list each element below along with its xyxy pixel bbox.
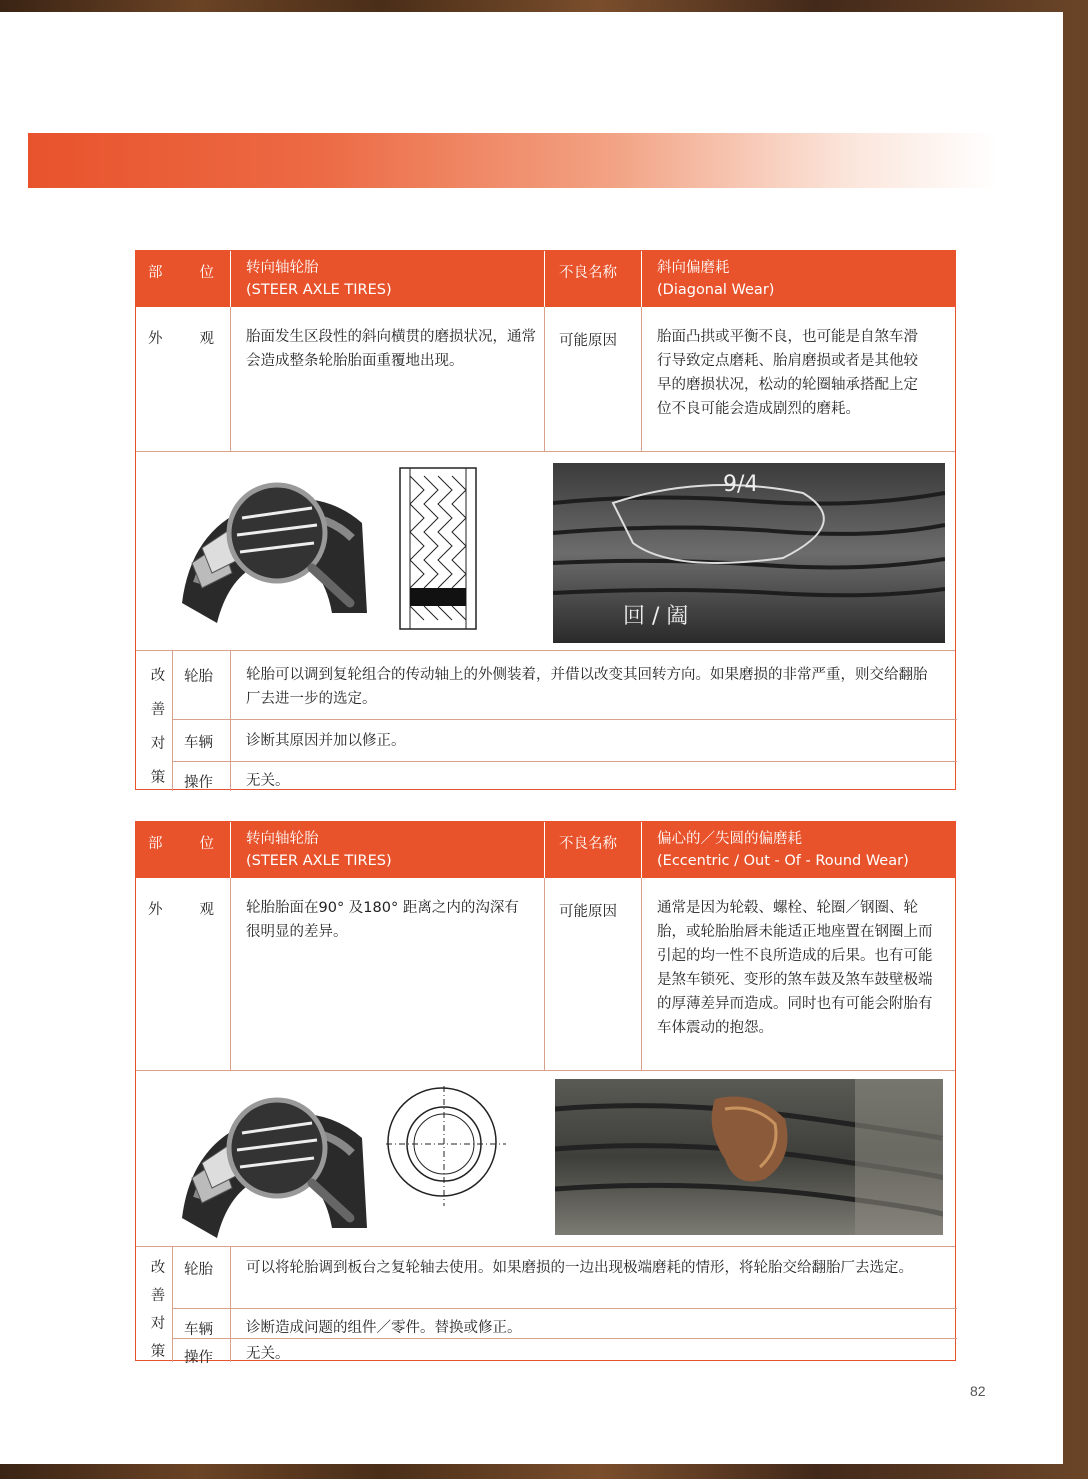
appearance-label: 外 观 — [148, 902, 214, 918]
cause-text: 通常是因为轮毂、螺栓、轮圈／钢圈、轮胎，或轮胎胎唇未能适正地座置在钢圈上而引起的均一性不良所造成的后果。也有可能是煞车锁死、变形的煞车鼓及煞车鼓壁极端的厚薄差异而造成。同时也有可能会附胎有车体震动的抱怨。 — [657, 900, 933, 1036]
page-number: 82 — [970, 1383, 986, 1399]
diagnosis-card-eccentric-wear — [135, 821, 956, 1366]
eccentric-wear-photo — [555, 1079, 943, 1235]
tire-cutaway-illustration — [172, 1078, 382, 1248]
tire-cutaway-illustration — [172, 463, 382, 633]
part-value: 转向轴轮胎 (STEER AXLE TIRES) — [246, 260, 392, 298]
defect-name: 斜向偏磨耗 (Diagonal Wear) — [657, 260, 775, 298]
defect-label: 不良名称 — [559, 265, 617, 281]
cause-label: 可能原因 — [559, 333, 617, 349]
measure-vehicle-text: 诊断其原因并加以修正。 — [246, 733, 406, 749]
card-header — [136, 822, 955, 878]
appearance-text: 轮胎胎面在90° 及180° 距离之内的沟深有很明显的差异。 — [246, 900, 519, 940]
diagonal-wear-photo — [553, 463, 945, 643]
appearance-label: 外 观 — [148, 331, 214, 347]
measure-tire-text: 轮胎可以调到复轮组合的传动轴上的外侧装着，并借以改变其回转方向。如果磨损的非常严重，则交给翻胎厂去进一步的选定。 — [246, 667, 928, 707]
part-label: 部 位 — [148, 836, 214, 852]
defect-label: 不良名称 — [559, 836, 617, 852]
photo-mark-top: 9/4 — [723, 472, 759, 497]
photo-mark-bottom: 回 / 阖 — [623, 604, 689, 629]
eccentric-circle-diagram — [384, 1084, 509, 1209]
measure-tire-text: 可以将轮胎调到板台之复轮轴去使用。如果磨损的一边出现极端磨耗的情形，将轮胎交给翻胎厂去选定。 — [246, 1260, 913, 1276]
measure-operation-text: 无关。 — [246, 1346, 290, 1362]
defect-name: 偏心的／失圆的偏磨耗 (Eccentric / Out - Of - Round Wear) — [657, 831, 909, 869]
diagnosis-card-diagonal-wear — [135, 250, 956, 790]
diagonal-tread-pattern-diagram — [398, 466, 478, 631]
measure-vehicle-label: 车辆 — [184, 1322, 213, 1338]
measure-vehicle-label: 车辆 — [184, 735, 213, 751]
cause-label: 可能原因 — [559, 904, 617, 920]
measures-label: 改 善 对 策 — [150, 668, 166, 786]
measure-operation-label: 操作 — [184, 1350, 213, 1366]
measure-operation-label: 操作 — [184, 775, 213, 791]
measure-operation-text: 无关。 — [246, 773, 290, 789]
measure-vehicle-text: 诊断造成问题的组件／零件。替换或修正。 — [246, 1320, 522, 1336]
measure-tire-label: 轮胎 — [184, 1262, 213, 1278]
measure-tire-label: 轮胎 — [184, 669, 213, 685]
cause-text: 胎面凸拱或平衡不良，也可能是自煞车滑行导致定点磨耗、胎肩磨损或者是其他较早的磨损状况，松动的轮圈轴承搭配上定位不良可能会造成剧烈的磨耗。 — [657, 329, 918, 417]
header-banner — [28, 133, 998, 188]
card-header — [136, 251, 955, 307]
measures-label: 改 善 对 策 — [150, 1260, 166, 1360]
part-label: 部 位 — [148, 265, 214, 281]
part-value: 转向轴轮胎 (STEER AXLE TIRES) — [246, 831, 392, 869]
appearance-text: 胎面发生区段性的斜向横贯的磨损状况，通常会造成整条轮胎胎面重覆地出现。 — [246, 329, 536, 369]
